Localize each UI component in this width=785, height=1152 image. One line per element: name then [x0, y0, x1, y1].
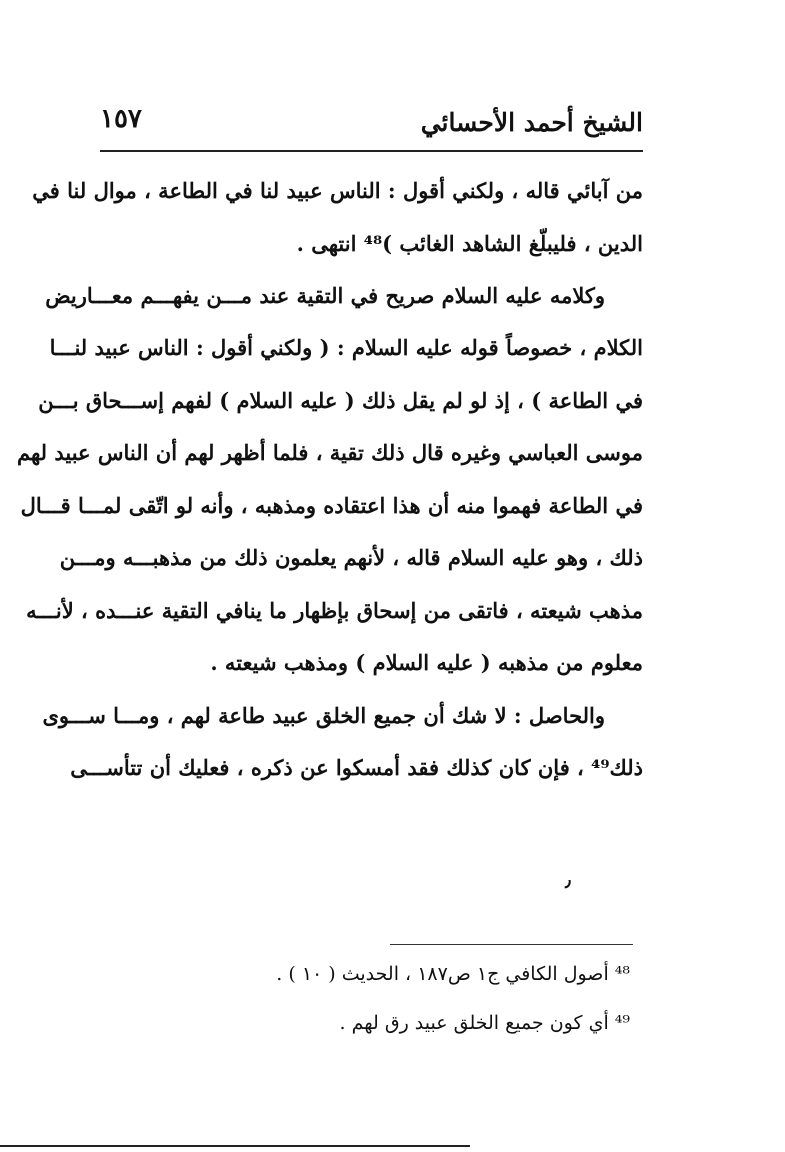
body-line: معلوم من مذهبه ( عليه السلام ) ومذهب شيعته . [210, 650, 643, 675]
scan-edge-line [0, 1145, 470, 1147]
header-divider [100, 150, 643, 152]
body-line: الدين ، فليبلّغ الشاهد الغائب )⁴⁸ انتهى . [296, 231, 643, 256]
footnote: ⁴⁸ أصول الكافي ج١ ص١٨٧ ، الحديث ( ١٠ ) . [276, 963, 630, 985]
body-line: في الطاعة ) ، إذ لو لم يقل ذلك ( عليه السلام ) لفهم إســـحاق بـــن [38, 388, 643, 413]
body-line: الكلام ، خصوصاً قوله عليه السلام : ( ولكني أقول : الناس عبيد لنـــا [49, 335, 643, 360]
body-line: ذلك ، وهو عليه السلام قاله ، لأنهم يعلمون ذلك من مذهبـــه ومـــن [59, 545, 643, 570]
body-line: مذهب شيعته ، فاتقى من إسحاق بإظهار ما ينافي التقية عنـــده ، لأنـــه [26, 598, 643, 623]
body-line: وكلامه عليه السلام صريح في التقية عند مـــن يفهـــم معـــاريض [45, 283, 605, 308]
footnote: ⁴⁹ أي كون جميع الخلق عبيد رق لهم . [339, 1012, 630, 1034]
body-line: من آبائي قاله ، ولكني أقول : الناس عبيد لنا في الطاعة ، موال لنا في [32, 178, 643, 203]
page-number: ١٥٧ [100, 104, 142, 134]
body-line: في الطاعة فهموا منه أن هذا اعتقاده ومذهبه ، وأنه لو اتّقى لمـــا قـــال [20, 493, 643, 518]
stray-mark: ٫ [565, 870, 571, 891]
body-line: ذلك⁴⁹ ، فإن كان كذلك فقد أمسكوا عن ذكره ، فعليك أن تتأســـى [70, 755, 643, 780]
body-line: والحاصل : لا شك أن جميع الخلق عبيد طاعة لهم ، ومـــا ســـوى [42, 703, 605, 728]
footnote-divider [390, 944, 633, 945]
running-header-title: الشيخ أحمد الأحسائي [420, 108, 643, 137]
body-line: موسى العباسي وغيره قال ذلك تقية ، فلما أظهر لهم أن الناس عبيد لهم [16, 440, 643, 465]
